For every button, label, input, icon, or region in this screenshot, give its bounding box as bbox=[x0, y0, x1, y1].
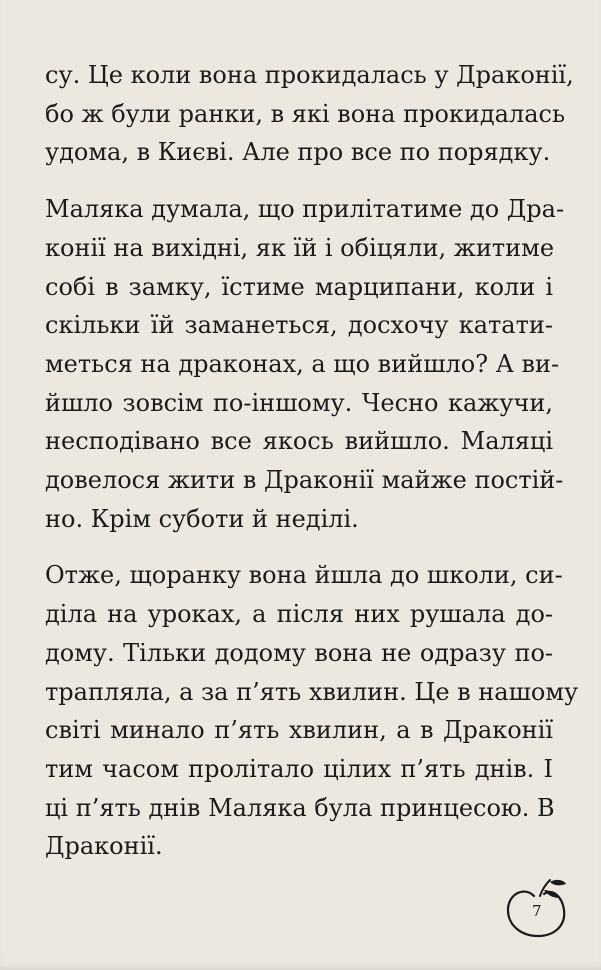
text-line: меться на драконах, а що вийшло? А ви- bbox=[45, 349, 560, 378]
text-line: діла на уроках, а після них рушала до- bbox=[45, 600, 553, 629]
paragraph-3 bbox=[45, 556, 579, 866]
body-text bbox=[45, 56, 579, 866]
text-line: собі в замку, їстиме марципани, коли і bbox=[45, 272, 553, 301]
text-line: дому. Тільки додому вона не одразу по- bbox=[45, 638, 553, 667]
paragraph-2 bbox=[45, 190, 565, 538]
text-line: конії на вихідні, як їй і обіцяли, житиме bbox=[45, 233, 555, 262]
text-line: Маляка думала, що прилітатиме до Дра- bbox=[45, 195, 565, 224]
page-number-badge bbox=[500, 872, 580, 942]
text-line: но. Крім суботи й неділі. bbox=[45, 504, 359, 533]
page-number: 7 bbox=[532, 902, 542, 920]
text-line: світі минало п’ять хвилин, а в Драконії bbox=[45, 716, 553, 745]
text-line: тим часом пролітало цілих п’ять днів. І bbox=[45, 754, 553, 783]
paragraph-1 bbox=[45, 56, 574, 172]
text-line: йшло зовсім по-іншому. Чесно кажучи, bbox=[45, 388, 553, 417]
text-line: несподівано все якось вийшло. Маляці bbox=[45, 427, 553, 456]
text-line: трапляла, а за п’ять хвилин. Це в нашому bbox=[45, 677, 579, 706]
text-line: ці п’ять днів Маляка була принцесою. В bbox=[45, 793, 555, 822]
text-line: Драконії. bbox=[45, 832, 163, 861]
text-line: Отже, щоранку вона йшла до школи, си- bbox=[45, 561, 563, 590]
text-line: бо ж були ранки, в які вона прокидалась bbox=[45, 99, 566, 128]
text-line: скільки їй заманеться, досхочу катати- bbox=[45, 311, 553, 340]
text-line: довелося жити в Драконії майже постій- bbox=[45, 466, 564, 495]
text-line: удома, в Києві. Але про все по порядку. bbox=[45, 138, 551, 167]
text-line: су. Це коли вона прокидалась у Драконії, bbox=[45, 61, 574, 89]
